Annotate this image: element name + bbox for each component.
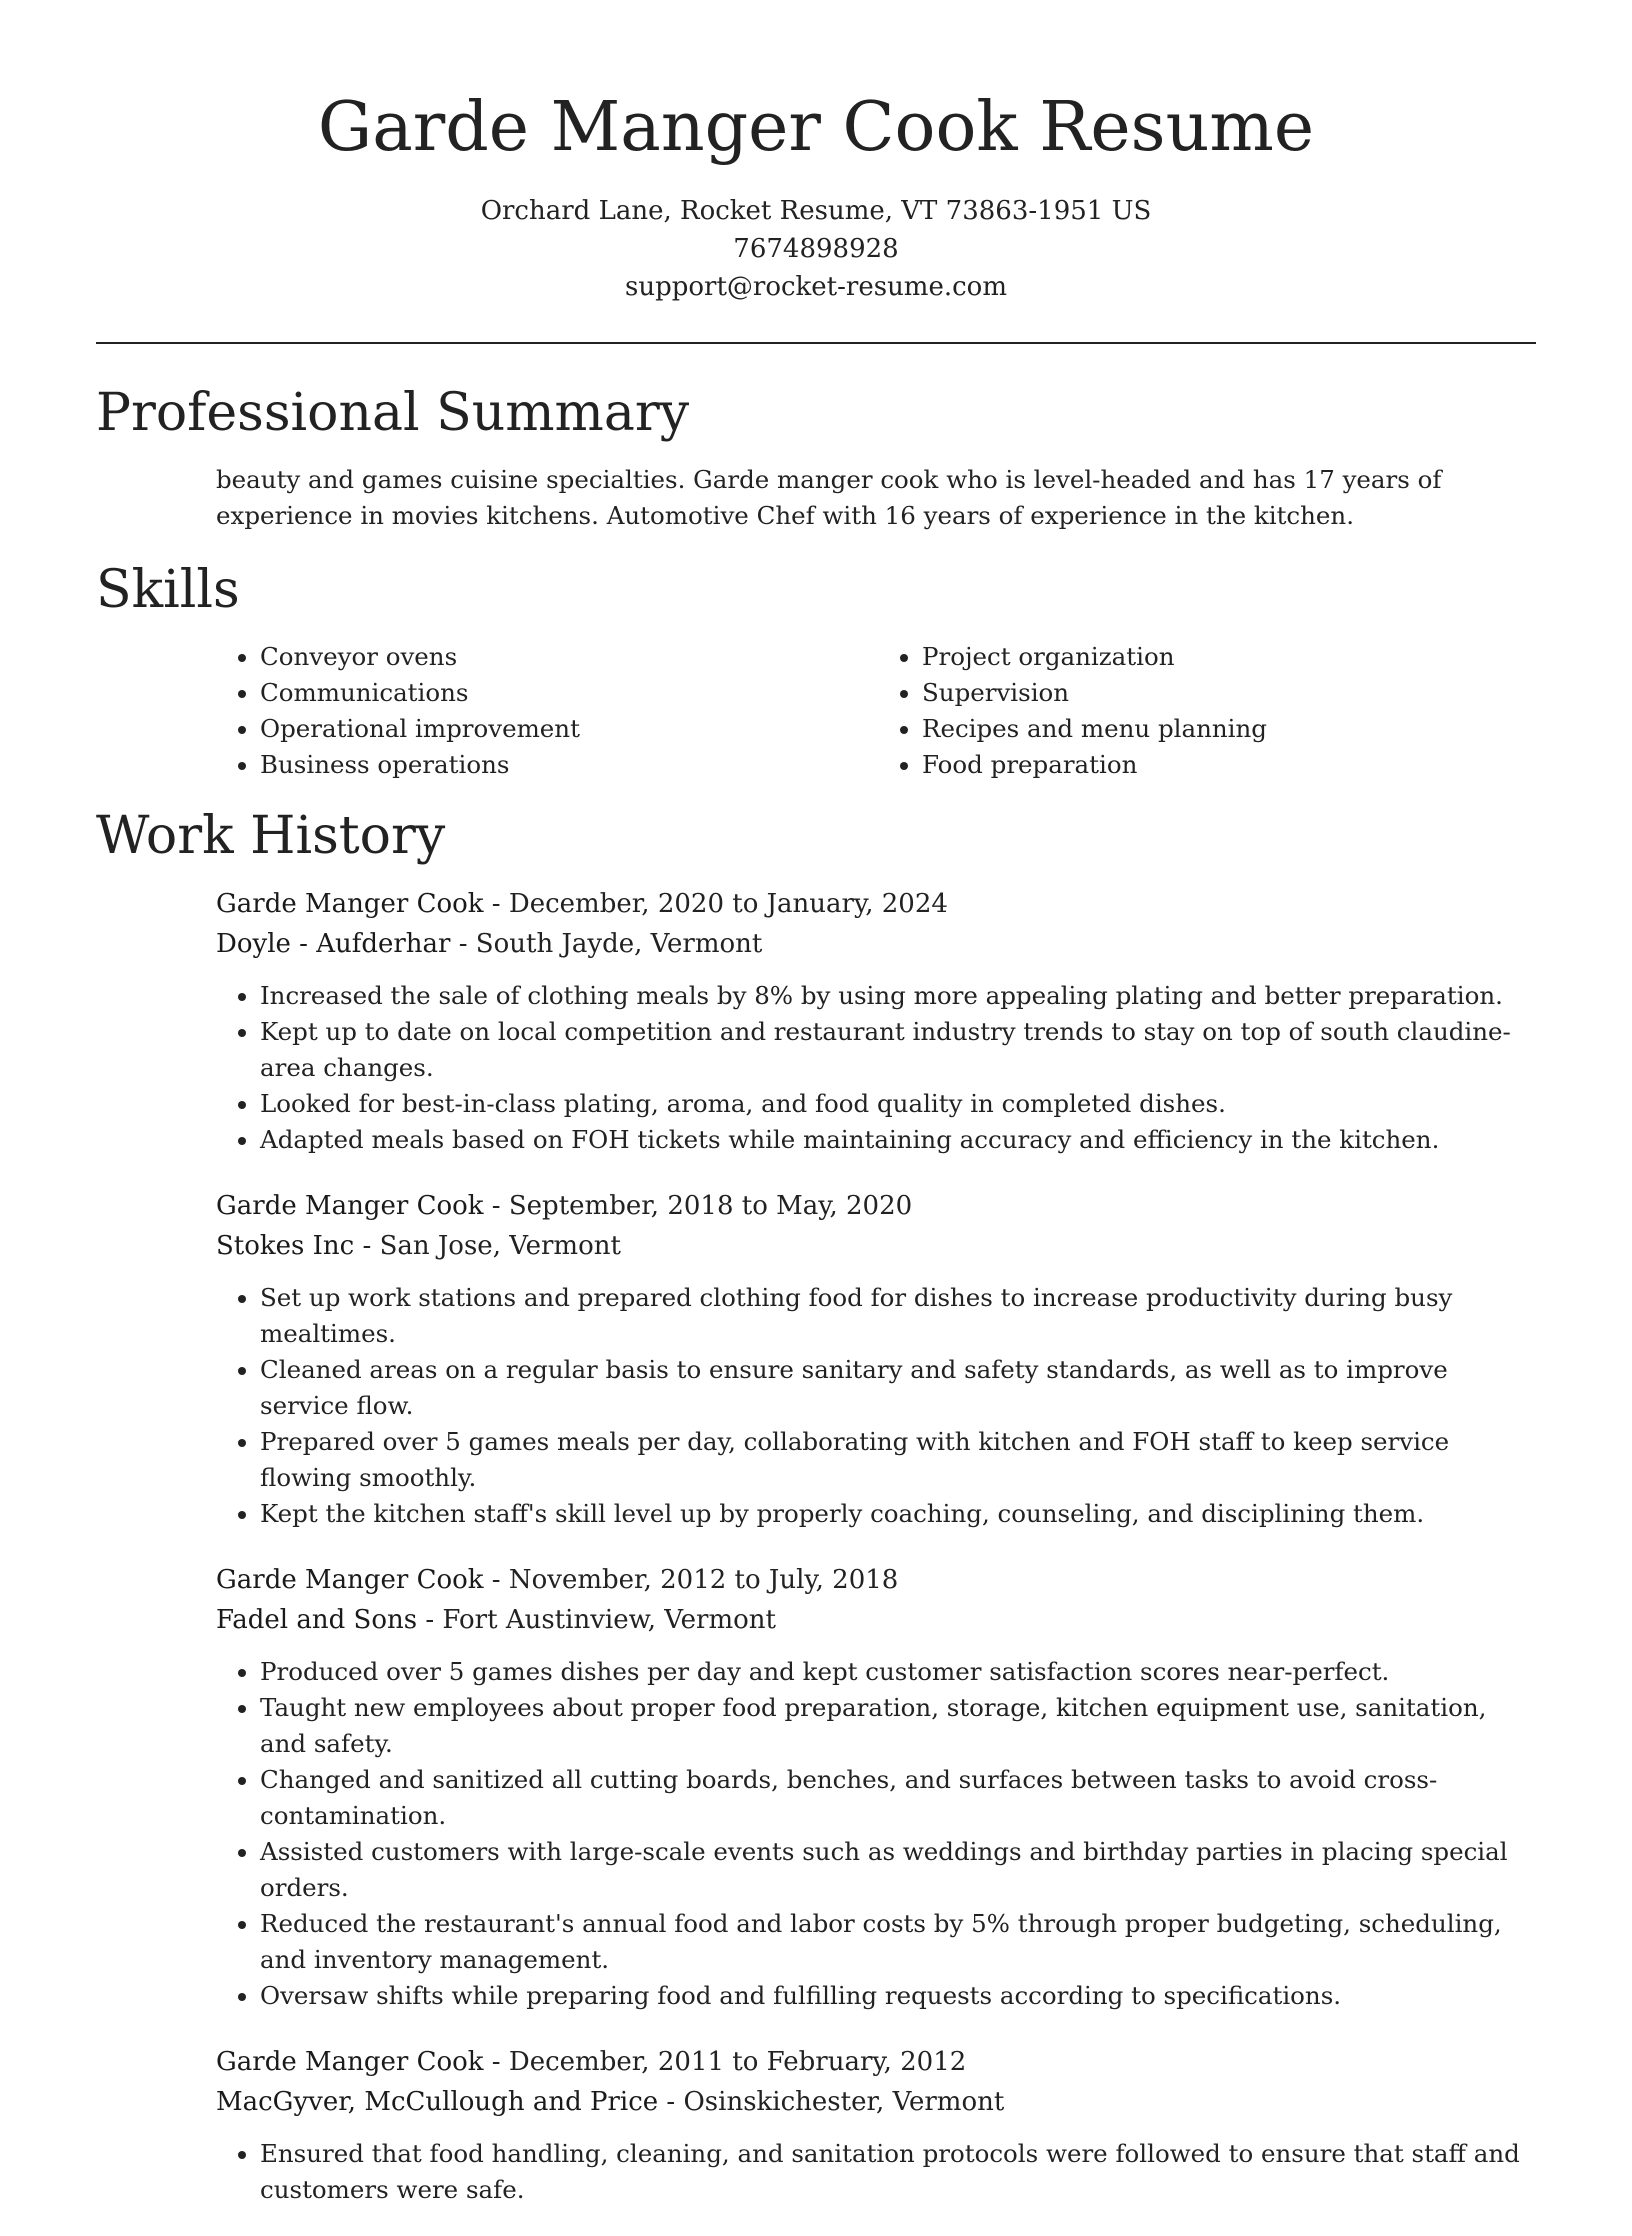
job-bullet: • Reduced the restaurant's annual food and labor costs by 5% through proper budgeting, scheduling, and inventory management.	[260, 1906, 1540, 1978]
job-role: Garde Manger Cook	[216, 1565, 484, 1595]
job-location: - Fort Austinview, Vermont	[417, 1605, 776, 1635]
skill-item: • Communications	[260, 675, 878, 711]
job-company: MacGyver, McCullough and Price	[216, 2087, 659, 2117]
skill-item: • Conveyor ovens	[260, 639, 878, 675]
job-company-line	[216, 1600, 1540, 1640]
skills-columns	[216, 639, 1540, 783]
job-entry	[216, 884, 1540, 1158]
job-entry	[216, 1560, 1540, 2014]
skill-item: • Operational improvement	[260, 711, 878, 747]
job-location: - San Jose, Vermont	[354, 1231, 621, 1261]
job-dates: - December, 2011 to February, 2012	[483, 2047, 967, 2077]
job-bullet: • Ensured that food handling, cleaning, and sanitation protocols were followed to ensure that staff and customers were safe.	[260, 2136, 1540, 2208]
resume-title: Garde Manger Cook Resume	[317, 88, 1315, 167]
job-bullet: • Increased the sale of clothing meals by 8% by using more appealing plating and better preparation.	[260, 978, 1540, 1014]
job-role: Garde Manger Cook	[216, 1191, 484, 1221]
job-bullets	[216, 1280, 1540, 1532]
job-bullet: • Set up work stations and prepared clothing food for dishes to increase productivity during busy mealtimes.	[260, 1280, 1540, 1352]
job-bullet: • Looked for best-in-class plating, aroma, and food quality in completed dishes.	[260, 1086, 1540, 1122]
phone: 7674898928	[733, 234, 899, 264]
job-bullet: • Taught new employees about proper food preparation, storage, kitchen equipment use, sanitation, and safety.	[260, 1690, 1540, 1762]
job-title-line	[216, 2042, 1540, 2082]
job-bullet: • Adapted meals based on FOH tickets while maintaining accuracy and efficiency in the kitchen.	[260, 1122, 1540, 1158]
skill-item: • Supervision	[922, 675, 1540, 711]
job-role: Garde Manger Cook	[216, 2047, 484, 2077]
job-dates: - September, 2018 to May, 2020	[483, 1191, 913, 1221]
job-location: - Osinskichester, Vermont	[658, 2087, 1005, 2117]
job-title-line	[216, 1560, 1540, 1600]
job-dates: - November, 2012 to July, 2018	[483, 1565, 899, 1595]
job-location: - South Jayde, Vermont	[450, 929, 763, 959]
skill-item: • Food preparation	[922, 747, 1540, 783]
contact-block	[0, 192, 1632, 306]
skills-section	[216, 639, 1540, 783]
job-title-line	[216, 1186, 1540, 1226]
job-bullet: • Prepared over 5 games meals per day, collaborating with kitchen and FOH staff to keep service flowing smoothly.	[260, 1424, 1540, 1496]
summary-section	[216, 462, 1540, 534]
summary-heading: Professional Summary	[96, 383, 690, 443]
job-role: Garde Manger Cook	[216, 889, 484, 919]
job-entry	[216, 2042, 1540, 2208]
job-title-line	[216, 884, 1540, 924]
work-history-heading: Work History	[96, 806, 446, 866]
job-entry	[216, 1186, 1540, 1532]
job-dates: - December, 2020 to January, 2024	[483, 889, 948, 919]
job-bullets	[216, 1654, 1540, 2014]
skills-heading: Skills	[96, 560, 240, 620]
skills-list-left	[216, 639, 878, 783]
job-company: Doyle - Aufderhar	[216, 929, 451, 959]
job-bullet: • Kept up to date on local competition and restaurant industry trends to stay on top of south claudine-area changes.	[260, 1014, 1540, 1086]
job-bullet: • Changed and sanitized all cutting boards, benches, and surfaces between tasks to avoid cross-contamination.	[260, 1762, 1540, 1834]
job-company-line	[216, 924, 1540, 964]
header-divider	[96, 342, 1536, 344]
job-company-line	[216, 1226, 1540, 1266]
job-bullet: • Oversaw shifts while preparing food and fulfilling requests according to specifications.	[260, 1978, 1540, 2014]
summary-text: beauty and games cuisine specialties. Garde manger cook who is level-headed and has 17 years of experience in movies kitchens. Automotive Chef with 16 years of experience in the kitchen.	[216, 465, 1442, 530]
job-bullet: • Produced over 5 games dishes per day and kept customer satisfaction scores near-perfect.	[260, 1654, 1540, 1690]
job-company-line	[216, 2082, 1540, 2122]
job-company: Fadel and Sons	[216, 1605, 418, 1635]
resume-header	[0, 0, 1632, 306]
skill-item: • Project organization	[922, 639, 1540, 675]
job-bullets	[216, 978, 1540, 1158]
skills-list-right	[878, 639, 1540, 783]
job-bullet: • Assisted customers with large-scale events such as weddings and birthday parties in placing special orders.	[260, 1834, 1540, 1906]
job-bullets	[216, 2136, 1540, 2208]
job-bullet: • Cleaned areas on a regular basis to ensure sanitary and safety standards, as well as to improve service flow.	[260, 1352, 1540, 1424]
job-company: Stokes Inc	[216, 1231, 355, 1261]
job-bullet: • Kept the kitchen staff's skill level up by properly coaching, counseling, and disciplining them.	[260, 1496, 1540, 1532]
address: Orchard Lane, Rocket Resume, VT 73863-1951 US	[480, 196, 1152, 226]
email: support@rocket-resume.com	[624, 272, 1007, 302]
skill-item: • Recipes and menu planning	[922, 711, 1540, 747]
work-history-section	[216, 884, 1540, 2236]
skill-item: • Business operations	[260, 747, 878, 783]
